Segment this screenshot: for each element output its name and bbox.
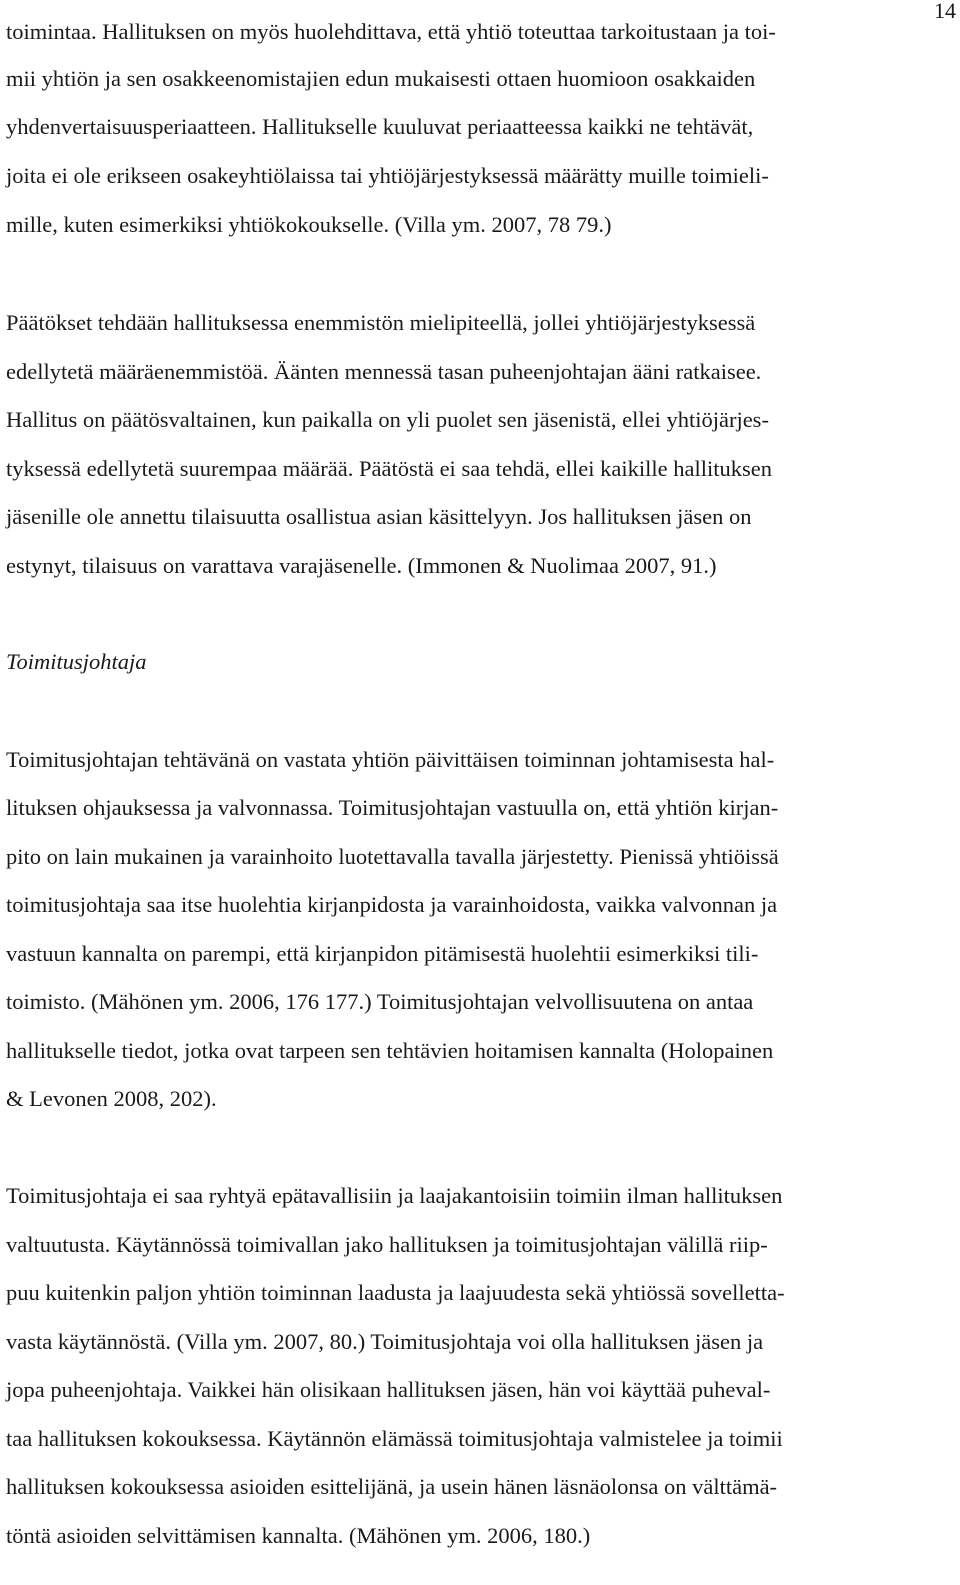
- body-text-line: jopa puheenjohtaja. Vaikkei hän olisikaan hallituksen jäsen, hän voi käyttää puheval-: [6, 1377, 771, 1402]
- body-text-line: taa hallituksen kokouksessa. Käytännön elämässä toimitusjohtaja valmistelee ja toimii: [6, 1426, 783, 1451]
- body-text-line: yhdenvertaisuusperiaatteen. Hallitukselle kuuluvat periaatteessa kaikki ne tehtävät,: [6, 114, 754, 139]
- body-text-line: pito on lain mukainen ja varainhoito luotettavalla tavalla järjestetty. Pienissä yhtiöissä: [6, 844, 779, 869]
- body-text-line: Toimitusjohtajan tehtävänä on vastata yhtiön päivittäisen toiminnan johtamisesta hal-: [6, 747, 775, 772]
- body-text-line: puu kuitenkin paljon yhtiön toiminnan laadusta ja laajuudesta sekä yhtiössä sovelletta-: [6, 1280, 785, 1305]
- body-text-line: toimitusjohtaja saa itse huolehtia kirjanpidosta ja varainhoidosta, vaikka valvonnan ja: [6, 892, 778, 917]
- body-text-line: töntä asioiden selvittämisen kannalta. (Mähönen ym. 2006, 180.): [6, 1523, 591, 1548]
- page-number: 14: [934, 0, 956, 23]
- body-text-line: estynyt, tilaisuus on varattava varajäsenelle. (Immonen & Nuolimaa 2007, 91.): [6, 553, 717, 578]
- body-text-line: vastuun kannalta on parempi, että kirjanpidon pitämisestä huolehtii esimerkiksi tili-: [6, 941, 759, 966]
- body-text-line: hallitukselle tiedot, jotka ovat tarpeen sen tehtävien hoitamisen kannalta (Holopainen: [6, 1038, 774, 1063]
- body-text-line: edellytetä määräenemmistöä. Äänten mennessä tasan puheenjohtajan ääni ratkaisee.: [6, 359, 762, 384]
- body-text-line: Hallitus on päätösvaltainen, kun paikalla on yli puolet sen jäsenistä, ellei yhtiöjärjes-: [6, 407, 769, 432]
- body-text-line: lituksen ohjauksessa ja valvonnassa. Toimitusjohtajan vastuulla on, että yhtiön kirjan-: [6, 795, 779, 820]
- body-text-line: toimintaa. Hallituksen on myös huolehdittava, että yhtiö toteuttaa tarkoitustaan ja toi-: [6, 19, 776, 44]
- body-text-line: toimisto. (Mähönen ym. 2006, 176 177.) Toimitusjohtajan velvollisuutena on antaa: [6, 989, 754, 1014]
- body-text-line: mille, kuten esimerkiksi yhtiökokoukselle. (Villa ym. 2007, 78 79.): [6, 212, 612, 237]
- body-text-line: vasta käytännöstä. (Villa ym. 2007, 80.) Toimitusjohtaja voi olla hallituksen jäsen ja: [6, 1329, 764, 1354]
- body-text-line: jäsenille ole annettu tilaisuutta osallistua asian käsittelyyn. Jos hallituksen jäsen on: [6, 504, 752, 529]
- body-text-line: mii yhtiön ja sen osakkeenomistajien edun mukaisesti ottaen huomioon osakkaiden: [6, 66, 756, 91]
- body-text-line: tyksessä edellytetä suurempaa määrää. Päätöstä ei saa tehdä, ellei kaikille hallituksen: [6, 456, 772, 481]
- body-text-line: hallituksen kokouksessa asioiden esittelijänä, ja usein hänen läsnäolonsa on välttämä-: [6, 1474, 778, 1499]
- body-text-line: Toimitusjohtaja ei saa ryhtyä epätavallisiin ja laajakantoisiin toimiin ilman hallituksen: [6, 1183, 783, 1208]
- body-text-line: valtuutusta. Käytännössä toimivallan jako hallituksen ja toimitusjohtajan välillä riip-: [6, 1232, 768, 1257]
- section-heading: Toimitusjohtaja: [6, 649, 147, 674]
- body-text-line: joita ei ole erikseen osakeyhtiölaissa tai yhtiöjärjestyksessä määrätty muille toimieli-: [6, 163, 769, 188]
- body-text-line: & Levonen 2008, 202).: [6, 1086, 217, 1111]
- body-text-line: Päätökset tehdään hallituksessa enemmistön mielipiteellä, jollei yhtiöjärjestyksessä: [6, 310, 756, 335]
